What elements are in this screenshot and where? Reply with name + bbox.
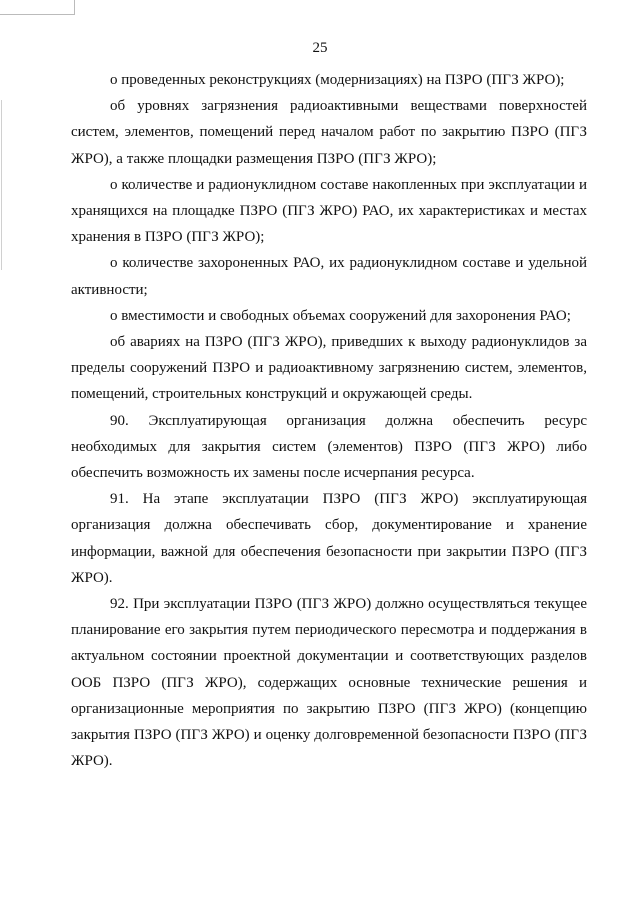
paragraph: о проведенных реконструкциях (модернизациях) на ПЗРО (ПГЗ ЖРО);: [110, 72, 565, 88]
document-body: [71, 67, 587, 774]
paragraph-item-92: 92. При эксплуатации ПЗРО (ПГЗ ЖРО) должно осуществляться текущее планирование его закрытия путем периодического пересмотра и поддержания в актуальном состоянии проектной документации и соответствующих разделов ООБ ПЗРО (ПГЗ ЖРО), содержащих основные технические решения и организационные мероприятия по закрытию ПЗРО (ПГЗ ЖРО) (концепцию закрытия ПЗРО (ПГЗ ЖРО) и оценку долговременной безопасности ПЗРО (ПГЗ ЖРО).: [71, 596, 587, 770]
paragraph: об уровнях загрязнения радиоактивными веществами поверхностей систем, элементов, помещений перед началом работ по закрытию ПЗРО (ПГЗ ЖРО), а также площадки размещения ПЗРО (ПГЗ ЖРО);: [71, 98, 587, 167]
paragraph-item-90: 90. Эксплуатирующая организация должна обеспечить ресурс необходимых для закрытия систем (элементов) ПЗРО (ПГЗ ЖРО) либо обеспечить возможность их замены после исчерпания ресурса.: [71, 412, 587, 482]
paragraph-item-91: 91. На этапе эксплуатации ПЗРО (ПГЗ ЖРО) эксплуатирующая организация должна обеспечивать сбор, документирование и хранение информации, важной для обеспечения безопасности при закрытии ПЗРО (ПГЗ ЖРО).: [71, 491, 587, 586]
paragraph: об авариях на ПЗРО (ПГЗ ЖРО), приведших к выходу радионуклидов за пределы сооружений ПЗРО и радиоактивному загрязнению систем, элементов, помещений, строительных конструкций и окружающей среды.: [71, 334, 587, 403]
paragraph: о количестве и радионуклидном составе накопленных при эксплуатации и хранящихся на площадке ПЗРО (ПГЗ ЖРО) РАО, их характеристиках и местах хранения в ПЗРО (ПГЗ ЖРО);: [71, 176, 587, 246]
paragraph: о вместимости и свободных объемах сооружений для захоронения РАО;: [110, 307, 571, 324]
paragraph: о количестве захороненных РАО, их радионуклидном составе и удельной активности;: [71, 255, 587, 298]
scan-corner-mark: [0, 0, 75, 15]
scan-edge-line: [1, 100, 2, 270]
page-number: 25: [312, 40, 328, 56]
